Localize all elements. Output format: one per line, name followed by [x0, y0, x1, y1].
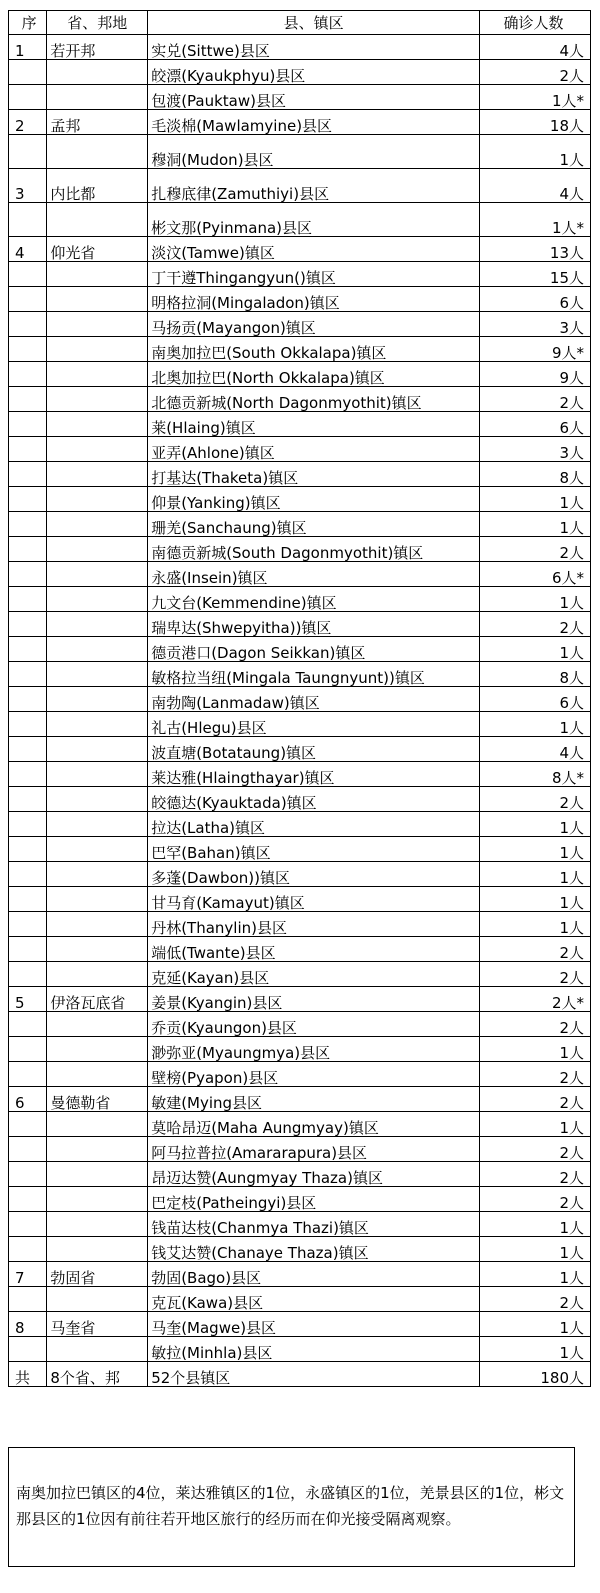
count-cell: 2人 [480, 612, 591, 637]
district-cell: 莱达雅(Hlaingthayar)镇区 [148, 762, 480, 787]
cases-table [8, 10, 591, 1387]
seq-cell [9, 887, 47, 912]
seq-cell [9, 562, 47, 587]
header-count: 确诊人数 [480, 11, 591, 35]
table-row [9, 262, 591, 287]
province-cell [47, 912, 148, 937]
province-cell [47, 1137, 148, 1162]
count-cell: 3人 [480, 437, 591, 462]
seq-cell: 2 [9, 110, 47, 135]
province-cell [47, 1062, 148, 1087]
count-cell: 1人 [480, 135, 591, 169]
seq-cell [9, 437, 47, 462]
province-cell [47, 687, 148, 712]
footnote: 南奥加拉巴镇区的4位，莱达雅镇区的1位，永盛镇区的1位，羌景县区的1位，彬文那县区的1位因有前往若开地区旅行的经历而在仰光接受隔离观察。 [8, 1447, 575, 1567]
seq-cell [9, 687, 47, 712]
district-cell: 穆洞(Mudon)县区 [148, 135, 480, 169]
count-cell: 2人 [480, 1287, 591, 1312]
table-row [9, 712, 591, 737]
district-cell: 皎德达(Kyauktada)镇区 [148, 787, 480, 812]
count-cell: 18人 [480, 110, 591, 135]
table-row [9, 887, 591, 912]
table-row [9, 1162, 591, 1187]
seq-cell: 1 [9, 35, 47, 60]
district-cell: 勃固(Bago)县区 [148, 1262, 480, 1287]
table-row [9, 1337, 591, 1362]
district-cell: 敏拉(Minhla)县区 [148, 1337, 480, 1362]
seq-cell [9, 312, 47, 337]
count-cell: 1人 [480, 512, 591, 537]
count-cell: 2人 [480, 1137, 591, 1162]
seq-cell [9, 787, 47, 812]
table-row [9, 287, 591, 312]
district-cell: 敏建(Mying县区 [148, 1087, 480, 1112]
province-cell [47, 762, 148, 787]
count-cell: 1人 [480, 837, 591, 862]
table-row [9, 737, 591, 762]
district-cell: 南勃陶(Lanmadaw)镇区 [148, 687, 480, 712]
table-row [9, 1062, 591, 1087]
district-cell: 丁干遵Thingangyun()镇区 [148, 262, 480, 287]
province-cell: 伊洛瓦底省 [47, 987, 148, 1012]
table-row [9, 487, 591, 512]
count-cell: 1人 [480, 712, 591, 737]
province-cell [47, 337, 148, 362]
table-row [9, 987, 591, 1012]
table-row [9, 637, 591, 662]
province-cell [47, 1162, 148, 1187]
district-cell: 德贡港口(Dagon Seikkan)镇区 [148, 637, 480, 662]
table-row [9, 135, 591, 169]
header-row [9, 11, 591, 35]
count-cell: 4人 [480, 169, 591, 203]
count-cell: 1人 [480, 1037, 591, 1062]
count-cell: 1人 [480, 587, 591, 612]
table-row [9, 762, 591, 787]
count-cell: 180人 [480, 1362, 591, 1387]
seq-cell [9, 1137, 47, 1162]
count-cell: 2人 [480, 937, 591, 962]
count-cell: 9人* [480, 337, 591, 362]
table-row [9, 362, 591, 387]
count-cell: 1人 [480, 637, 591, 662]
count-cell: 6人* [480, 562, 591, 587]
province-cell [47, 787, 148, 812]
province-cell [47, 362, 148, 387]
table-row [9, 1087, 591, 1112]
count-cell: 2人 [480, 1187, 591, 1212]
district-cell: 北奥加拉巴(North Okkalapa)镇区 [148, 362, 480, 387]
seq-cell [9, 837, 47, 862]
seq-cell [9, 362, 47, 387]
district-cell: 钱苗达枝(Chanmya Thazi)镇区 [148, 1212, 480, 1237]
table-row [9, 437, 591, 462]
table-row [9, 862, 591, 887]
province-cell [47, 612, 148, 637]
province-cell [47, 662, 148, 687]
seq-cell [9, 737, 47, 762]
district-cell: 南奥加拉巴(South Okkalapa)镇区 [148, 337, 480, 362]
seq-cell [9, 203, 47, 237]
header-district: 县、镇区 [148, 11, 480, 35]
table-row [9, 312, 591, 337]
province-cell [47, 562, 148, 587]
district-cell: 明格拉洞(Mingaladon)镇区 [148, 287, 480, 312]
table-row [9, 812, 591, 837]
count-cell: 1人 [480, 887, 591, 912]
table-row [9, 237, 591, 262]
table-row [9, 337, 591, 362]
province-cell [47, 737, 148, 762]
district-cell: 永盛(Insein)镇区 [148, 562, 480, 587]
province-cell: 内比都 [47, 169, 148, 203]
district-cell: 彬文那(Pyinmana)县区 [148, 203, 480, 237]
seq-cell: 7 [9, 1262, 47, 1287]
province-cell [47, 312, 148, 337]
seq-cell [9, 962, 47, 987]
seq-cell [9, 487, 47, 512]
district-cell: 钱艾达赞(Chanaye Thaza)镇区 [148, 1237, 480, 1262]
seq-cell [9, 1287, 47, 1312]
table-row [9, 937, 591, 962]
table-row [9, 1187, 591, 1212]
province-cell [47, 60, 148, 85]
district-cell: 昂迈达赞(Aungmyay Thaza)镇区 [148, 1162, 480, 1187]
table-row [9, 1137, 591, 1162]
count-cell: 1人 [480, 1337, 591, 1362]
district-cell: 九文台(Kemmendine)镇区 [148, 587, 480, 612]
district-cell: 渺弥亚(Myaungmya)县区 [148, 1037, 480, 1062]
district-cell: 瑞卑达(Shwepyitha))镇区 [148, 612, 480, 637]
province-cell [47, 287, 148, 312]
province-cell: 孟邦 [47, 110, 148, 135]
province-cell [47, 203, 148, 237]
table-row [9, 587, 591, 612]
seq-cell [9, 337, 47, 362]
count-cell: 6人 [480, 287, 591, 312]
province-cell [47, 1212, 148, 1237]
count-cell: 2人 [480, 537, 591, 562]
count-cell: 1人 [480, 1312, 591, 1337]
district-cell: 52个县镇区 [148, 1362, 480, 1387]
table-row [9, 1287, 591, 1312]
seq-cell: 5 [9, 987, 47, 1012]
district-cell: 姜景(Kyangin)县区 [148, 987, 480, 1012]
province-cell [47, 262, 148, 287]
province-cell [47, 1187, 148, 1212]
table-row [9, 837, 591, 862]
seq-cell [9, 1237, 47, 1262]
count-cell: 1人 [480, 1212, 591, 1237]
table-row [9, 387, 591, 412]
table-row [9, 60, 591, 85]
seq-cell [9, 1337, 47, 1362]
count-cell: 2人 [480, 60, 591, 85]
seq-cell [9, 1212, 47, 1237]
table-row [9, 412, 591, 437]
table-row [9, 787, 591, 812]
count-cell: 1人* [480, 203, 591, 237]
seq-cell [9, 287, 47, 312]
count-cell: 2人 [480, 962, 591, 987]
province-cell [47, 412, 148, 437]
province-cell [47, 937, 148, 962]
province-cell: 8个省、邦 [47, 1362, 148, 1387]
seq-cell [9, 1012, 47, 1037]
table-row [9, 962, 591, 987]
district-cell: 实兑(Sittwe)县区 [148, 35, 480, 60]
district-cell: 克延(Kayan)县区 [148, 962, 480, 987]
province-cell: 仰光省 [47, 237, 148, 262]
count-cell: 8人* [480, 762, 591, 787]
province-cell [47, 812, 148, 837]
seq-cell [9, 1162, 47, 1187]
count-cell: 2人 [480, 387, 591, 412]
district-cell: 礼古(Hlegu)县区 [148, 712, 480, 737]
seq-cell: 8 [9, 1312, 47, 1337]
district-cell: 莫哈昂迈(Maha Aungmyay)镇区 [148, 1112, 480, 1137]
province-cell [47, 1037, 148, 1062]
seq-cell [9, 587, 47, 612]
count-cell: 9人 [480, 362, 591, 387]
district-cell: 包渡(Pauktaw)县区 [148, 85, 480, 110]
province-cell [47, 537, 148, 562]
seq-cell [9, 60, 47, 85]
district-cell: 毛淡棉(Mawlamyine)县区 [148, 110, 480, 135]
seq-cell: 6 [9, 1087, 47, 1112]
table-row [9, 35, 591, 60]
seq-cell [9, 462, 47, 487]
seq-cell: 3 [9, 169, 47, 203]
count-cell: 1人 [480, 1112, 591, 1137]
table-row [9, 912, 591, 937]
province-cell: 若开邦 [47, 35, 148, 60]
table-row [9, 1212, 591, 1237]
seq-cell [9, 612, 47, 637]
table-row [9, 203, 591, 237]
province-cell [47, 1112, 148, 1137]
table-row [9, 1312, 591, 1337]
district-cell: 马扬贡(Mayangon)镇区 [148, 312, 480, 337]
district-cell: 多蓬(Dawbon))镇区 [148, 862, 480, 887]
seq-cell [9, 937, 47, 962]
table-row [9, 1012, 591, 1037]
province-cell: 曼德勒省 [47, 1087, 148, 1112]
count-cell: 2人 [480, 1062, 591, 1087]
seq-cell [9, 412, 47, 437]
seq-cell [9, 637, 47, 662]
table-row [9, 612, 591, 637]
province-cell [47, 487, 148, 512]
district-cell: 仰景(Yanking)镇区 [148, 487, 480, 512]
district-cell: 巴罕(Bahan)镇区 [148, 837, 480, 862]
seq-cell [9, 1112, 47, 1137]
count-cell: 6人 [480, 687, 591, 712]
count-cell: 2人 [480, 1162, 591, 1187]
district-cell: 马奎(Magwe)县区 [148, 1312, 480, 1337]
province-cell: 勃固省 [47, 1262, 148, 1287]
table-row [9, 512, 591, 537]
province-cell: 马奎省 [47, 1312, 148, 1337]
district-cell: 北德贡新城(North Dagonmyothit)镇区 [148, 387, 480, 412]
province-cell [47, 1012, 148, 1037]
district-cell: 克瓦(Kawa)县区 [148, 1287, 480, 1312]
count-cell: 8人 [480, 662, 591, 687]
table-row [9, 562, 591, 587]
seq-cell [9, 512, 47, 537]
district-cell: 扎穆底律(Zamuthiyi)县区 [148, 169, 480, 203]
count-cell: 15人 [480, 262, 591, 287]
district-cell: 亚弄(Ahlone)镇区 [148, 437, 480, 462]
table-row [9, 687, 591, 712]
province-cell [47, 887, 148, 912]
province-cell [47, 862, 148, 887]
table-row [9, 169, 591, 203]
seq-cell [9, 912, 47, 937]
district-cell: 拉达(Latha)镇区 [148, 812, 480, 837]
table-row [9, 1037, 591, 1062]
district-cell: 巴定枝(Patheingyi)县区 [148, 1187, 480, 1212]
table-row [9, 462, 591, 487]
district-cell: 丹林(Thanylin)县区 [148, 912, 480, 937]
cases-table-container [8, 10, 591, 1387]
count-cell: 1人 [480, 1237, 591, 1262]
seq-cell [9, 387, 47, 412]
table-row [9, 1112, 591, 1137]
seq-cell [9, 762, 47, 787]
count-cell: 1人* [480, 85, 591, 110]
province-cell [47, 85, 148, 110]
seq-cell: 共 [9, 1362, 47, 1387]
count-cell: 4人 [480, 737, 591, 762]
province-cell [47, 1237, 148, 1262]
count-cell: 2人 [480, 787, 591, 812]
province-cell [47, 712, 148, 737]
district-cell: 珊羌(Sanchaung)镇区 [148, 512, 480, 537]
table-row [9, 110, 591, 135]
count-cell: 13人 [480, 237, 591, 262]
header-seq: 序 [9, 11, 47, 35]
province-cell [47, 1287, 148, 1312]
count-cell: 1人 [480, 812, 591, 837]
district-cell: 乔贡(Kyaungon)县区 [148, 1012, 480, 1037]
province-cell [47, 437, 148, 462]
seq-cell [9, 85, 47, 110]
district-cell: 壁榜(Pyapon)县区 [148, 1062, 480, 1087]
district-cell: 端低(Twante)县区 [148, 937, 480, 962]
count-cell: 1人 [480, 1262, 591, 1287]
count-cell: 8人 [480, 462, 591, 487]
seq-cell [9, 862, 47, 887]
seq-cell [9, 662, 47, 687]
district-cell: 淡汶(Tamwe)镇区 [148, 237, 480, 262]
province-cell [47, 587, 148, 612]
seq-cell [9, 1037, 47, 1062]
table-row [9, 1262, 591, 1287]
count-cell: 2人* [480, 987, 591, 1012]
district-cell: 南德贡新城(South Dagonmyothit)镇区 [148, 537, 480, 562]
province-cell [47, 1337, 148, 1362]
district-cell: 皎漂(Kyaukphyu)县区 [148, 60, 480, 85]
table-row [9, 85, 591, 110]
seq-cell [9, 1187, 47, 1212]
district-cell: 莱(Hlaing)镇区 [148, 412, 480, 437]
seq-cell [9, 135, 47, 169]
count-cell: 2人 [480, 1012, 591, 1037]
district-cell: 阿马拉普拉(Amararapura)县区 [148, 1137, 480, 1162]
province-cell [47, 837, 148, 862]
province-cell [47, 512, 148, 537]
province-cell [47, 135, 148, 169]
count-cell: 1人 [480, 487, 591, 512]
province-cell [47, 462, 148, 487]
seq-cell [9, 537, 47, 562]
header-province: 省、邦地 [47, 11, 148, 35]
seq-cell [9, 262, 47, 287]
count-cell: 1人 [480, 912, 591, 937]
table-row [9, 1237, 591, 1262]
seq-cell [9, 712, 47, 737]
province-cell [47, 637, 148, 662]
province-cell [47, 962, 148, 987]
count-cell: 6人 [480, 412, 591, 437]
table-row [9, 1362, 591, 1387]
seq-cell: 4 [9, 237, 47, 262]
seq-cell [9, 1062, 47, 1087]
count-cell: 3人 [480, 312, 591, 337]
district-cell: 波直塘(Botataung)镇区 [148, 737, 480, 762]
table-row [9, 662, 591, 687]
table-row [9, 537, 591, 562]
district-cell: 甘马育(Kamayut)镇区 [148, 887, 480, 912]
count-cell: 4人 [480, 35, 591, 60]
district-cell: 打基达(Thaketa)镇区 [148, 462, 480, 487]
seq-cell [9, 812, 47, 837]
district-cell: 敏格拉当纽(Mingala Taungnyunt))镇区 [148, 662, 480, 687]
count-cell: 1人 [480, 862, 591, 887]
province-cell [47, 387, 148, 412]
count-cell: 2人 [480, 1087, 591, 1112]
